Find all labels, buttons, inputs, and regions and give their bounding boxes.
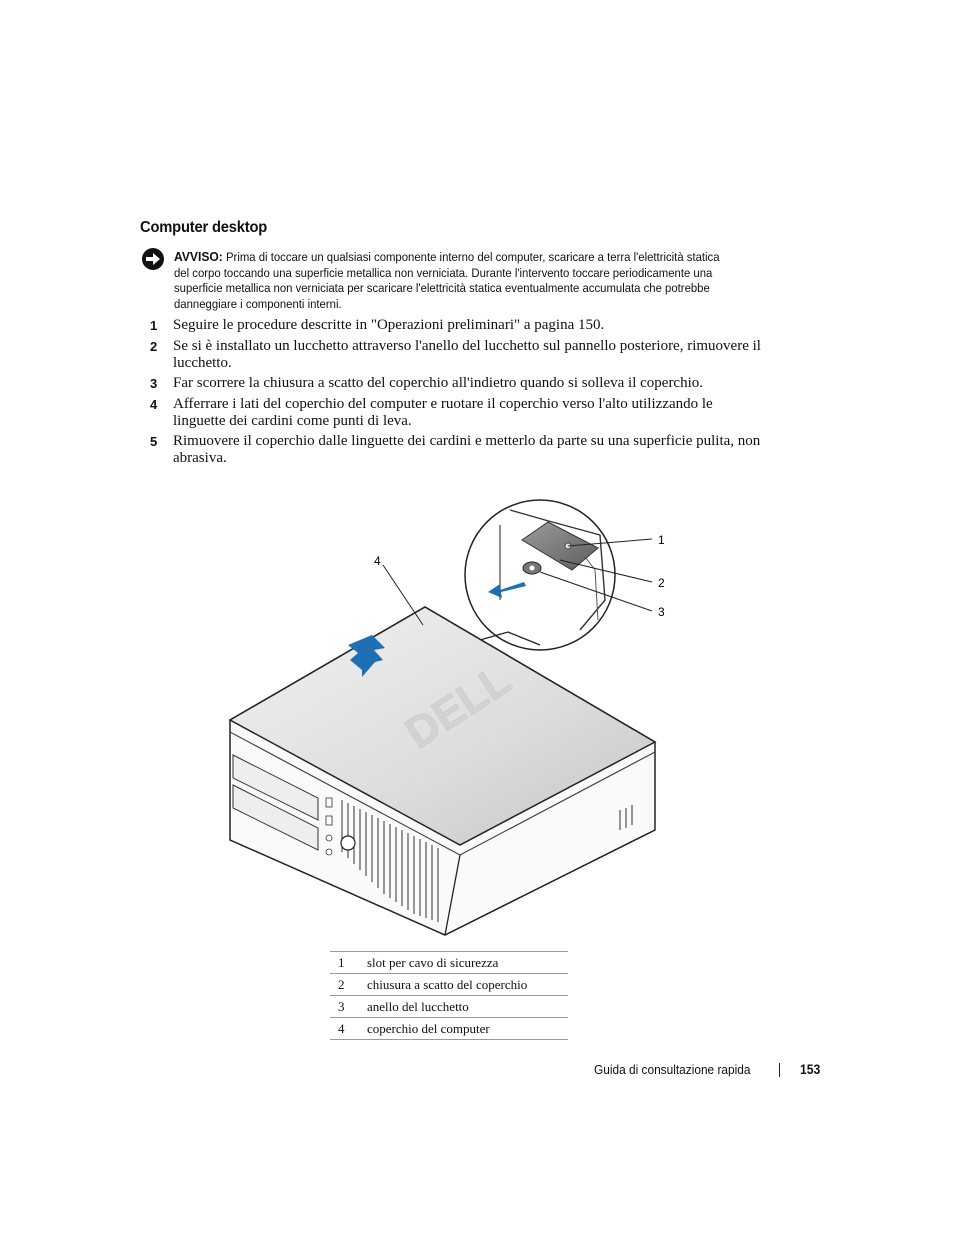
- callout-3: 3: [658, 605, 665, 619]
- legend-label: slot per cavo di sicurezza: [367, 952, 568, 974]
- legend-row: [330, 996, 568, 1018]
- computer-chassis: [230, 607, 655, 935]
- page-number: 153: [800, 1062, 821, 1077]
- callout-4: 4: [374, 554, 381, 568]
- footer-title: Guida di consultazione rapida: [594, 1063, 751, 1077]
- step-number: 1: [150, 318, 158, 333]
- step-number: 3: [150, 376, 158, 391]
- legend-label: chiusura a scatto del coperchio: [367, 974, 568, 996]
- step-text: Far scorrere la chiusura a scatto del coperchio all'indietro quando si solleva il coperchio.: [173, 375, 704, 391]
- step-number: 5: [150, 434, 158, 449]
- legend-table: [330, 951, 568, 1040]
- legend-row: [330, 974, 568, 996]
- step-text: Rimuovere il coperchio dalle linguette dei cardini e metterlo da parte su una superficie pulita, non abrasiva.: [173, 433, 761, 467]
- legend-number: 2: [330, 974, 367, 996]
- step-text: Se si è installato un lucchetto attraverso l'anello del lucchetto sul pannello posteriore, rimuovere il lucchetto.: [173, 338, 761, 372]
- notice-text: [174, 249, 723, 313]
- section-title: Computer desktop: [140, 219, 268, 236]
- arrow-notice-icon: [141, 247, 165, 271]
- notice-label: AVVISO:: [174, 249, 223, 264]
- callout-2: 2: [658, 576, 665, 590]
- legend-row: [330, 1018, 568, 1040]
- step-number: 4: [150, 397, 158, 412]
- dell-logo-watermark: DELL: [396, 654, 520, 759]
- dell-badge-icon: [341, 836, 355, 850]
- legend-number: 1: [330, 952, 367, 974]
- legend-row: [330, 952, 568, 974]
- legend-number: 4: [330, 1018, 367, 1040]
- notice-body: Prima di toccare un qualsiasi componente interno del computer, scaricare a terra l'elettricità statica del corpo toccando una superficie metallica non verniciata. Durante l'intervento toccare periodicamente una superficie metallica non verniciata per scaricare l'elettricità statica eventualmente accumulata che potrebbe danneggiare i componenti interni.: [174, 250, 720, 312]
- step-number: 2: [150, 339, 158, 354]
- step-text: Afferrare i lati del coperchio del computer e ruotare il coperchio verso l'alto utilizzando le linguette dei cardini come punti di leva.: [173, 396, 713, 430]
- detail-inset: [465, 500, 615, 650]
- desktop-computer-illustration: [200, 480, 680, 940]
- callout-1: 1: [658, 533, 665, 547]
- legend-number: 3: [330, 996, 367, 1018]
- legend-label: anello del lucchetto: [367, 996, 568, 1018]
- legend-label: coperchio del computer: [367, 1018, 568, 1040]
- step-text: Seguire le procedure descritte in "Operazioni preliminari" a pagina 150.: [173, 317, 605, 333]
- footer-divider: [779, 1063, 780, 1077]
